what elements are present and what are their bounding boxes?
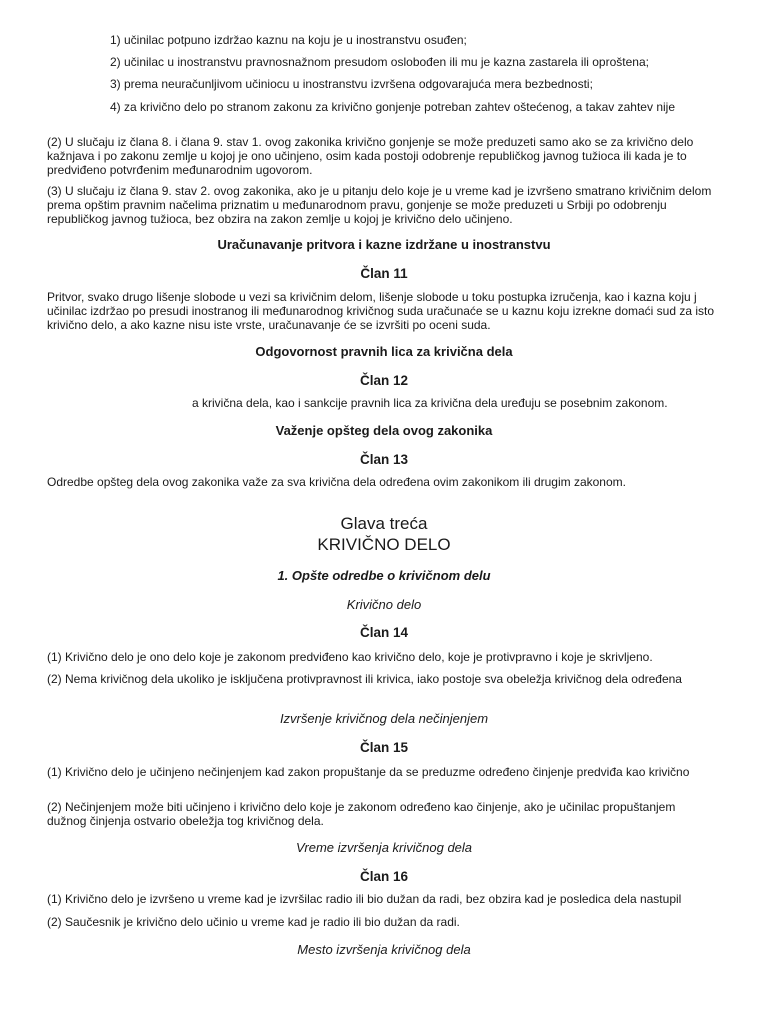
article-heading: Član 16 [359,869,409,884]
article-text: (1) Krivično delo je izvršeno u vreme kad je izvršilac radio ili bio dužan da radi, bez obzira kad je posledica dela nastupil [47,892,682,906]
section-title: Uračunavanje pritvora i kazne izdržane u inostranstvu [217,237,551,252]
article-text: Odredbe opšteg dela ovog zakonika važe za sva krivična dela određena ovim zakonikom ili drugim zakonom. [47,475,626,489]
chapter-title-line1: Glava treća [340,514,428,533]
list-item: 3) prema neuračunljivom učiniocu u inostranstvu izvršena odgovarajuća mera bezbednosti; [110,77,593,91]
article-text: (2) Nema krivičnog dela ukoliko je isključena protivpravnost ili krivica, iako postoje sva obeležja krivičnog dela određena [47,672,682,686]
subsection-title: Izvršenje krivičnog dela nečinjenjem [279,711,489,726]
article-text: (1) Krivično delo je učinjeno nečinjenjem kad zakon propuštanje da se preduzme određeno činjenje predviđa kao krivično [47,765,690,779]
article-heading: Član 13 [359,452,409,467]
article-heading: Član 15 [359,740,409,755]
paragraph-2: (2) U slučaju iz člana 8. i člana 9. stav 1. ovog zakonika krivično gonjenje se može preduzeti samo ako se za krivično delo kažnjava i po zakonu zemlje u kojoj je ono učinjeno, osim kada postoji odobrenje republičkog javnog tužioca ili kada je to predviđeno potvrđenim međunarodnim ugovorom. [47,135,694,177]
article-text: (2) Saučesnik je krivično delo učinio u vreme kad je radio ili bio dužan da radi. [47,915,460,929]
subsection-title: Mesto izvršenja krivičnog dela [297,942,471,957]
list-item: 2) učinilac u inostranstvu pravnosnažnom presudom oslobođen ili mu je kazna zastarela ili oproštena; [110,55,649,69]
article-heading: Član 14 [359,625,409,640]
article-text: (2) Nečinjenjem može biti učinjeno i krivično delo koje je zakonom određeno kao činjenje, ako je učinilac propuštanjem dužnog činjenja ostvario obeležja tog krivičnog dela. [47,800,676,828]
article-text: Pritvor, svako drugo lišenje slobode u vezi sa krivičnim delom, lišenje slobode u toku postupka izručenja, kao i kazna koju j učinilac izdržao po presudi inostranog ili međunarodnog krivičnog suda uračunaće se u kaznu koju izrekne domaći sud za isto krivično delo, a ako kazne nisu iste vrste, uračunavanje će se izvršiti po oceni suda. [47,290,715,332]
subsection-title: Vreme izvršenja krivičnog dela [295,840,473,855]
article-heading: Član 11 [360,266,408,281]
subsection-title: Krivično delo [346,597,422,612]
article-heading: Član 12 [359,373,409,388]
list-item: 4) za krivično delo po stranom zakonu za krivično gonjenje potreban zahtev oštećenog, a takav zahtev nije [110,100,675,114]
part-title: 1. Opšte odredbe o krivičnom delu [277,568,491,583]
article-text: a krivična dela, kao i sankcije pravnih lica za krivična dela uređuju se posebnim zakonom. [192,396,668,410]
paragraph-3: (3) U slučaju iz člana 9. stav 2. ovog zakonika, ako je u pitanju delo koje je u vreme kad je izvršeno smatrano krivičnim delom prema opštim pravnim načelima priznatim u međunarodnom pravu, gonjenje se može preduzeti u Srbiji po odobrenju republičkog javnog tužioca, bez obzira na zakon zemlje u kojoj je krivično delo učinjeno. [47,184,712,226]
chapter-title-line2: KRIVIČNO DELO [317,535,451,554]
section-title: Važenje opšteg dela ovog zakonika [275,423,493,438]
article-text: (1) Krivično delo je ono delo koje je zakonom predviđeno kao krivično delo, koje je protivpravno i koje je skrivljeno. [47,650,653,664]
section-title: Odgovornost pravnih lica za krivična dela [255,344,513,359]
list-item: 1) učinilac potpuno izdržao kaznu na koju je u inostranstvu osuđen; [110,33,467,47]
